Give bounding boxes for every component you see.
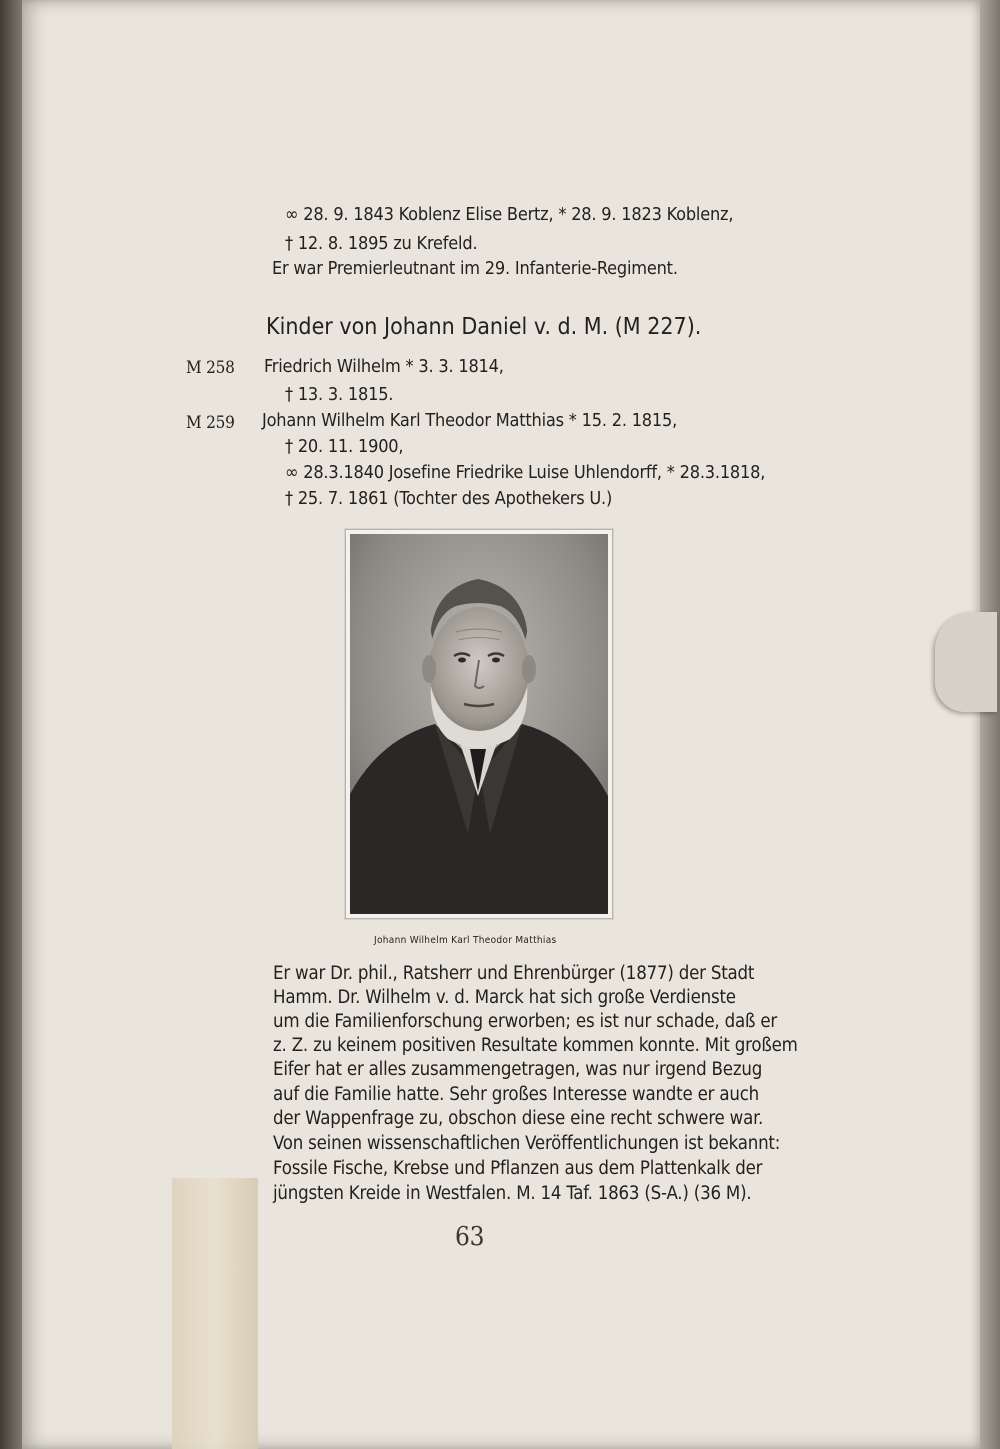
body-line-3: um die Familienforschung erworben; es ist nur schade, daß er bbox=[273, 1011, 778, 1032]
body-line-5: Eifer hat er alles zusammengetragen, was nur irgend Bezug bbox=[273, 1059, 763, 1080]
body-line-1: Er war Dr. phil., Ratsherr und Ehrenbürger (1877) der Stadt bbox=[273, 963, 755, 984]
adhesive-tape-strip bbox=[172, 1178, 258, 1449]
photo-caption: Johann Wilhelm Karl Theodor Matthias bbox=[374, 935, 557, 946]
entry-m259-line-4: † 25. 7. 1861 (Tochter des Apothekers U.) bbox=[285, 488, 613, 509]
intro-line-3: Er war Premierleutnant im 29. Infanterie-Regiment. bbox=[272, 258, 678, 279]
body-line-10: jüngsten Kreide in Westfalen. M. 14 Taf. 1863 (S-A.) (36 M). bbox=[273, 1183, 752, 1204]
section-heading: Kinder von Johann Daniel v. d. M. (M 227). bbox=[266, 314, 702, 340]
body-line-2: Hamm. Dr. Wilhelm v. d. Marck hat sich große Verdienste bbox=[273, 987, 736, 1008]
entry-id-m258: M 258 bbox=[186, 358, 235, 378]
entry-m258-line-1: Friedrich Wilhelm * 3. 3. 1814, bbox=[264, 356, 504, 377]
body-line-4: z. Z. zu keinem positiven Resultate kommen konnte. Mit großem bbox=[273, 1035, 798, 1056]
entry-m259-line-3: ∞ 28.3.1840 Josefine Friedrike Luise Uhlendorff, * 28.3.1818, bbox=[285, 462, 766, 483]
page-tab-marker bbox=[935, 612, 997, 712]
intro-line-1: ∞ 28. 9. 1843 Koblenz Elise Bertz, * 28. 9. 1823 Koblenz, bbox=[285, 204, 734, 225]
portrait-illustration bbox=[350, 534, 608, 914]
portrait-photo bbox=[345, 529, 613, 919]
body-line-9: Fossile Fische, Krebse und Pflanzen aus dem Plattenkalk der bbox=[273, 1158, 763, 1179]
entry-m258-line-2: † 13. 3. 1815. bbox=[285, 384, 394, 405]
page-number: 63 bbox=[455, 1222, 485, 1252]
body-line-8: Von seinen wissenschaftlichen Veröffentlichungen ist bekannt: bbox=[273, 1133, 781, 1154]
entry-m259-line-2: † 20. 11. 1900, bbox=[285, 436, 404, 457]
body-line-6: auf die Familie hatte. Sehr großes Interesse wandte er auch bbox=[273, 1084, 760, 1105]
entry-id-m259: M 259 bbox=[186, 413, 235, 433]
entry-m259-line-1: Johann Wilhelm Karl Theodor Matthias * 15. 2. 1815, bbox=[262, 410, 678, 431]
intro-line-2: † 12. 8. 1895 zu Krefeld. bbox=[285, 233, 478, 254]
body-line-7: der Wappenfrage zu, obschon diese eine recht schwere war. bbox=[273, 1108, 764, 1129]
